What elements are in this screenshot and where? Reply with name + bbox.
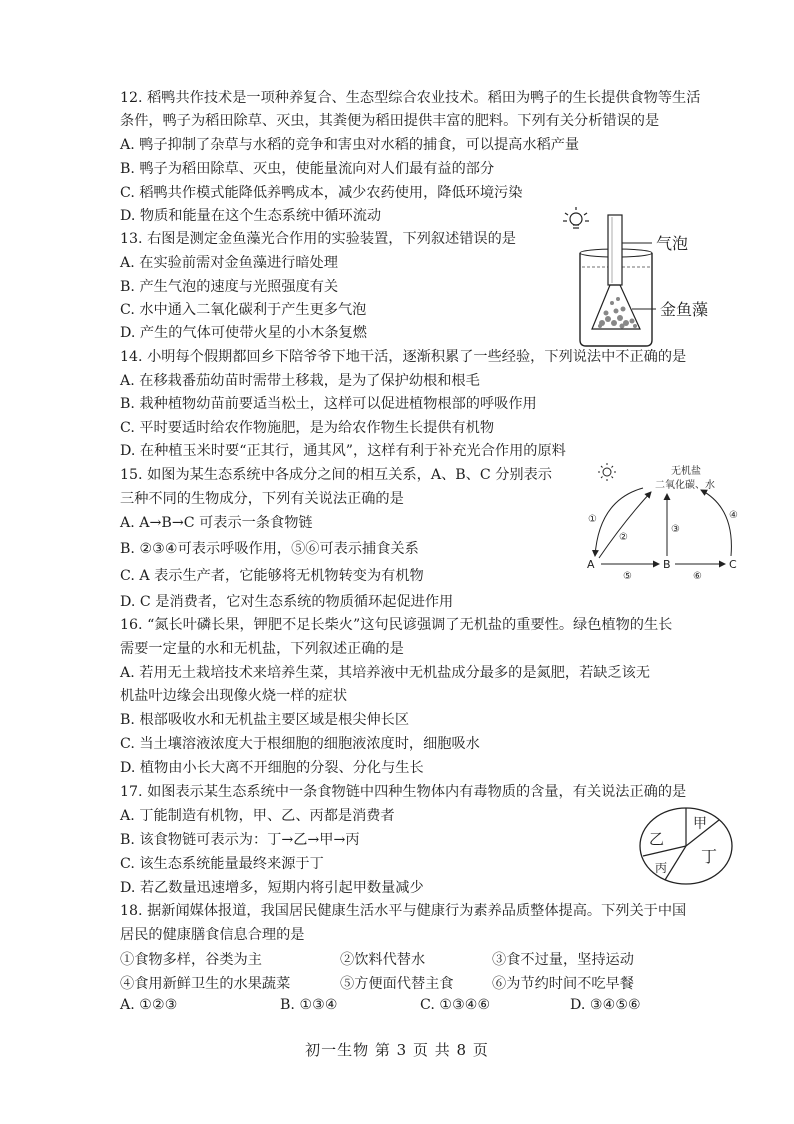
marker-4: ④ [729, 510, 738, 521]
q13-option-b: B. 产生气泡的速度与光照强度有关 [120, 279, 339, 295]
arrow-4 [701, 490, 731, 556]
q13-option-d: D. 产生的气体可使带火星的小木条复燃 [120, 325, 367, 341]
q18-option-a: A. ①②③ [120, 997, 178, 1013]
q18-items-row1 [120, 949, 634, 969]
marker-1: ① [588, 514, 597, 525]
marker-6: ⑥ [693, 571, 702, 580]
q12-stem-line1: 12. 稻鸭共作技术是一项种养复合、生态型综合农业技术。稻田为鸭子的生长提供食物等生活 [120, 90, 701, 106]
q15-option-d: D. C 是消费者，它对生态系统的物质循环起促进作用 [120, 594, 454, 610]
label-bubble: 气泡 [656, 234, 689, 253]
q18-option-c: C. ①③④⑥ [420, 997, 491, 1013]
q18-item-4: ④食用新鲜卫生的水果蔬菜 [120, 976, 291, 992]
label-waterweed: 金鱼藻 [660, 300, 709, 319]
pie-label-yi: 乙 [649, 830, 665, 848]
q18-option-d: D. ③④⑤⑥ [570, 997, 641, 1013]
lamp-icon [563, 207, 589, 228]
marker-5: ⑤ [623, 571, 632, 580]
q13-option-a: A. 在实验前需对金鱼藻进行暗处理 [120, 255, 338, 271]
q16-option-d: D. 植物由小长大离不开细胞的分裂、分化与生长 [120, 760, 424, 776]
q14-option-b: B. 栽种植物幼苗前要适当松土，这样可以促进植物根部的呼吸作用 [120, 396, 537, 412]
q12-option-b: B. 鸭子为稻田除草、灭虫，使能量流向对人们最有益的部分 [120, 161, 495, 177]
arrow-1 [595, 488, 643, 556]
q16-stem-line2: 需要一定量的水和无机盐，下列叙述正确的是 [120, 641, 404, 657]
q17-option-c: C. 该生态系统能量最终来源于丁 [120, 856, 324, 872]
q16-option-c: C. 当土壤溶液浓度大于根细胞的细胞液浓度时，细胞吸水 [120, 736, 480, 752]
pie-label-jia: 甲 [693, 816, 707, 832]
q15-stem-line1: 15. 如图为某生态系统中各成分之间的相互关系，A、B、C 分别表示 [120, 467, 552, 483]
q17-option-a: A. 丁能制造有机物，甲、乙、丙都是消费者 [120, 808, 395, 824]
node-c: C [729, 558, 737, 571]
q17-stem: 17. 如图表示某生态系统中一条食物链中四种生物体内有毒物质的含量，有关说法正确的是 [120, 784, 687, 800]
pie-label-bing: 丙 [655, 861, 668, 875]
q12-stem-line2: 条件，鸭子为稻田除草、灭虫，其粪便为稻田提供丰富的肥料。下列有关分析错误的是 [120, 113, 660, 129]
q13-stem: 13. 右图是测定金鱼藻光合作用的实验装置，下列叙述错误的是 [120, 231, 516, 247]
marker-3: ③ [671, 524, 680, 535]
q14-option-d: D. 在种植玉米时要“正其行，通其风”，这样有利于补充光合作用的原料 [120, 443, 566, 459]
q14-option-a: A. 在移栽番茄幼苗时需带土移栽，是为了保护幼根和根毛 [120, 373, 480, 389]
diagram-top-label-1: 无机盐 [671, 466, 701, 477]
diagram-top-label-2: 二氧化碳、水 [655, 480, 715, 491]
pie-label-ding: 丁 [701, 847, 718, 866]
q17-pie-figure [633, 804, 743, 888]
q15-option-c: C. A 表示生产者，它能够将无机物转变为有机物 [120, 568, 424, 584]
q18-items-row2 [120, 973, 634, 993]
arrow-2 [599, 492, 651, 558]
q18-options-row [120, 997, 641, 1013]
q17-option-d: D. 若乙数量迅速增多，短期内将引起甲数量减少 [120, 880, 424, 896]
q16-option-b: B. 根部吸收水和无机盐主要区域是根尖伸长区 [120, 712, 410, 728]
q13-option-c: C. 水中通入二氧化碳利于产生更多气泡 [120, 302, 367, 318]
node-a: A [587, 558, 595, 571]
q12-option-c: C. 稻鸭共作模式能降低养鸭成本，减少农药使用，降低环境污染 [120, 185, 523, 201]
q18-stem-line2: 居民的健康膳食信息合理的是 [120, 927, 305, 943]
q16-option-a-line2: 机盐叶边缘会出现像火烧一样的症状 [120, 688, 348, 704]
q18-stem-line1: 18. 据新闻媒体报道，我国居民健康生活水平与健康行为素养品质整体提高。下列关于中国 [120, 903, 687, 919]
q14-stem: 14. 小明每个假期都回乡下陪爷爷下地干活，逐渐积累了一些经验，下列说法中不正确的是 [120, 349, 687, 365]
q18-item-3: ③食不过量，坚持运动 [492, 952, 634, 968]
page-footer: 初一生物 第 3 页 共 8 页 [305, 1041, 489, 1059]
q12-option-a: A. 鸭子抑制了杂草与水稻的竞争和害虫对水稻的捕食，可以提高水稻产量 [120, 137, 580, 153]
q18-option-b: B. ①③④ [280, 997, 338, 1013]
marker-2: ② [619, 532, 628, 543]
q18-item-6: ⑥为节约时间不吃早餐 [492, 976, 634, 992]
sun-icon [598, 463, 616, 481]
q16-option-a-line1: A. 若用无土栽培技术来培养生菜，其培养液中无机盐成分最多的是氮肥，若缺乏该无 [120, 665, 651, 681]
q15-option-b: B. ②③④可表示呼吸作用，⑤⑥可表示捕食关系 [120, 541, 419, 557]
q18-item-5: ⑤方便面代替主食 [340, 976, 454, 992]
q13-apparatus-figure [560, 205, 740, 355]
q14-option-c: C. 平时要适时给农作物施肥，是为给农作物生长提供有机物 [120, 420, 495, 436]
test-tube-shape [608, 215, 622, 285]
q15-option-a: A. A→B→C 可表示一条食物链 [120, 515, 313, 531]
node-b: B [663, 558, 671, 571]
q12-option-d: D. 物质和能量在这个生态系统中循环流动 [120, 208, 382, 224]
q17-option-b: B. 该食物链可表示为：丁→乙→甲→丙 [120, 832, 360, 848]
q18-item-1: ①食物多样，谷类为主 [120, 952, 262, 968]
q15-stem-line2: 三种不同的生物成分，下列有关说法正确的是 [120, 491, 404, 507]
waterweed-shape [598, 297, 637, 329]
q16-stem-line1: 16. “氮长叶磷长果，钾肥不足长柴火”这句民谚强调了无机盐的重要性。绿色植物的生长 [120, 617, 673, 633]
q18-item-2: ②饮料代替水 [340, 952, 426, 968]
q15-ecosystem-diagram [585, 460, 750, 580]
